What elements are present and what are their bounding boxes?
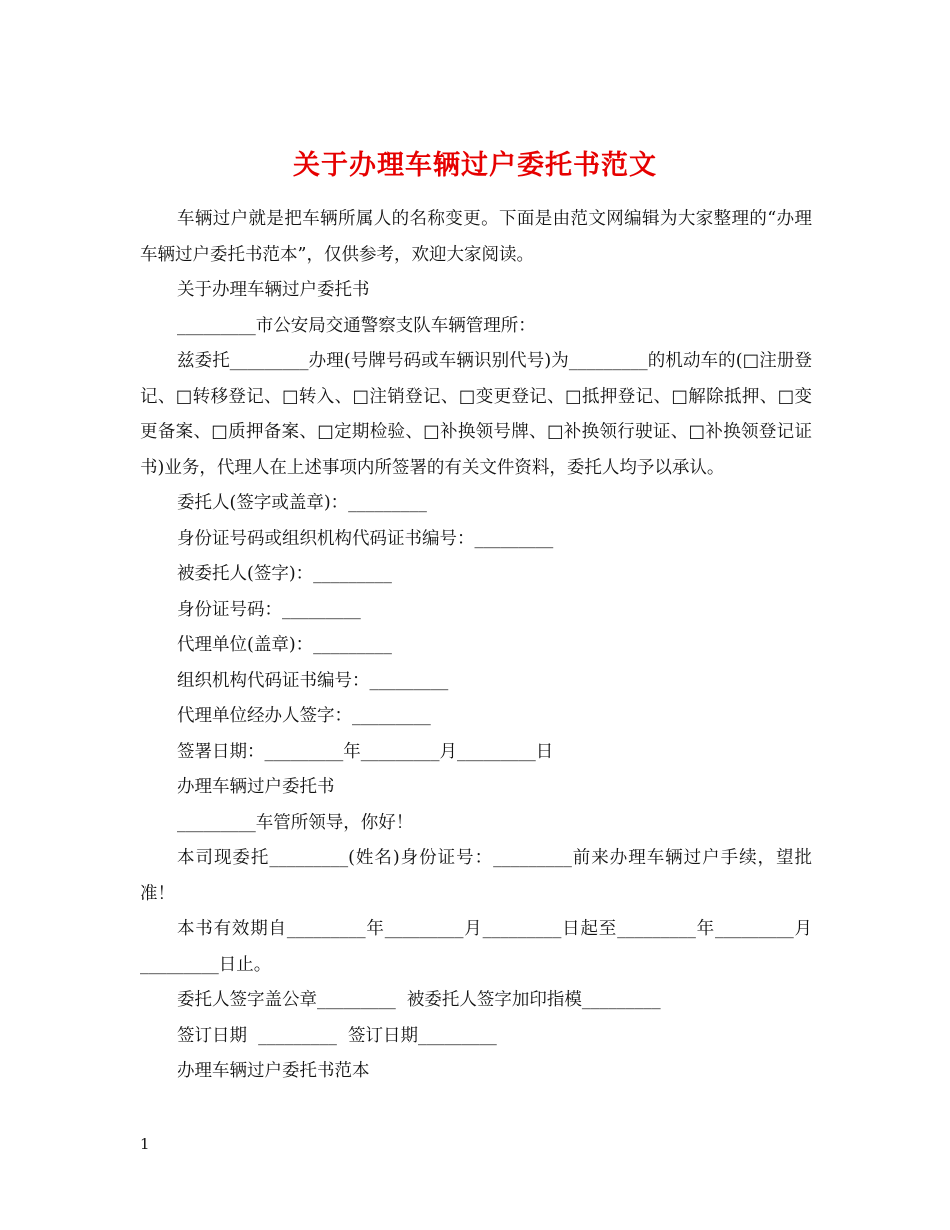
section-heading-transfer-letter: 办理车辆过户委托书 xyxy=(177,777,335,797)
intro-paragraph: 车辆过户就是把车辆所属人的名称变更。下面是由范文网编辑为大家整理的“办理车辆过户委托书范本”，仅供参考，欢迎大家阅读。 xyxy=(140,209,812,265)
entrustment-paragraph: 兹委托_________办理(号牌号码或车辆识别代号)为_________的机动车的(□注册登记、□转移登记、□转入、□注销登记、□变更登记、□抵押登记、□解除抵押、□变更备案、□质押备案、□定期检验、□补换领号牌、□补换领行驶证、□补换领登记证书)业务，代理人在上述事项内所签署的有关文件资料，委托人均予以承认。 xyxy=(140,351,812,478)
page-number: 1 xyxy=(140,1135,150,1153)
agency-seal-line: 代理单位(盖章)：_________ xyxy=(177,635,392,655)
agency-code-line: 组织机构代码证书编号：_________ xyxy=(177,670,449,691)
document-title: 关于办理车辆过户委托书范文 xyxy=(293,150,657,182)
signing-dates-line: 签订日期 _________ 签订日期_________ xyxy=(177,1025,497,1046)
section-heading-power-of-attorney: 关于办理车辆过户委托书 xyxy=(177,280,370,300)
addressee-line: _________市公安局交通警察支队车辆管理所： xyxy=(177,315,536,336)
validity-period-paragraph: 本书有效期自_________年_________月_________日起至_________年_________月_________日止。 xyxy=(140,919,812,975)
agent-id-line: 身份证号码：_________ xyxy=(177,599,361,620)
section-heading-template: 办理车辆过户委托书范本 xyxy=(177,1061,370,1081)
principal-id-line: 身份证号码或组织机构代码证书编号：_________ xyxy=(177,528,554,549)
request-paragraph: 本司现委托_________(姓名)身份证号：_________前来办理车辆过户手续，望批准！ xyxy=(140,848,812,904)
document-body xyxy=(140,202,812,1090)
greeting-line: _________车管所领导，你好！ xyxy=(177,812,414,833)
signing-date-line: 签署日期：_________年_________月_________日 xyxy=(177,741,554,762)
agency-handler-signature-line: 代理单位经办人签字：_________ xyxy=(177,706,431,726)
principal-signature-line: 委托人(签字或盖章)：_________ xyxy=(177,493,427,513)
agent-signature-line: 被委托人(签字)：_________ xyxy=(177,564,392,584)
signatures-line: 委托人签字盖公章_________ 被委托人签字加印指模_________ xyxy=(177,990,661,1010)
